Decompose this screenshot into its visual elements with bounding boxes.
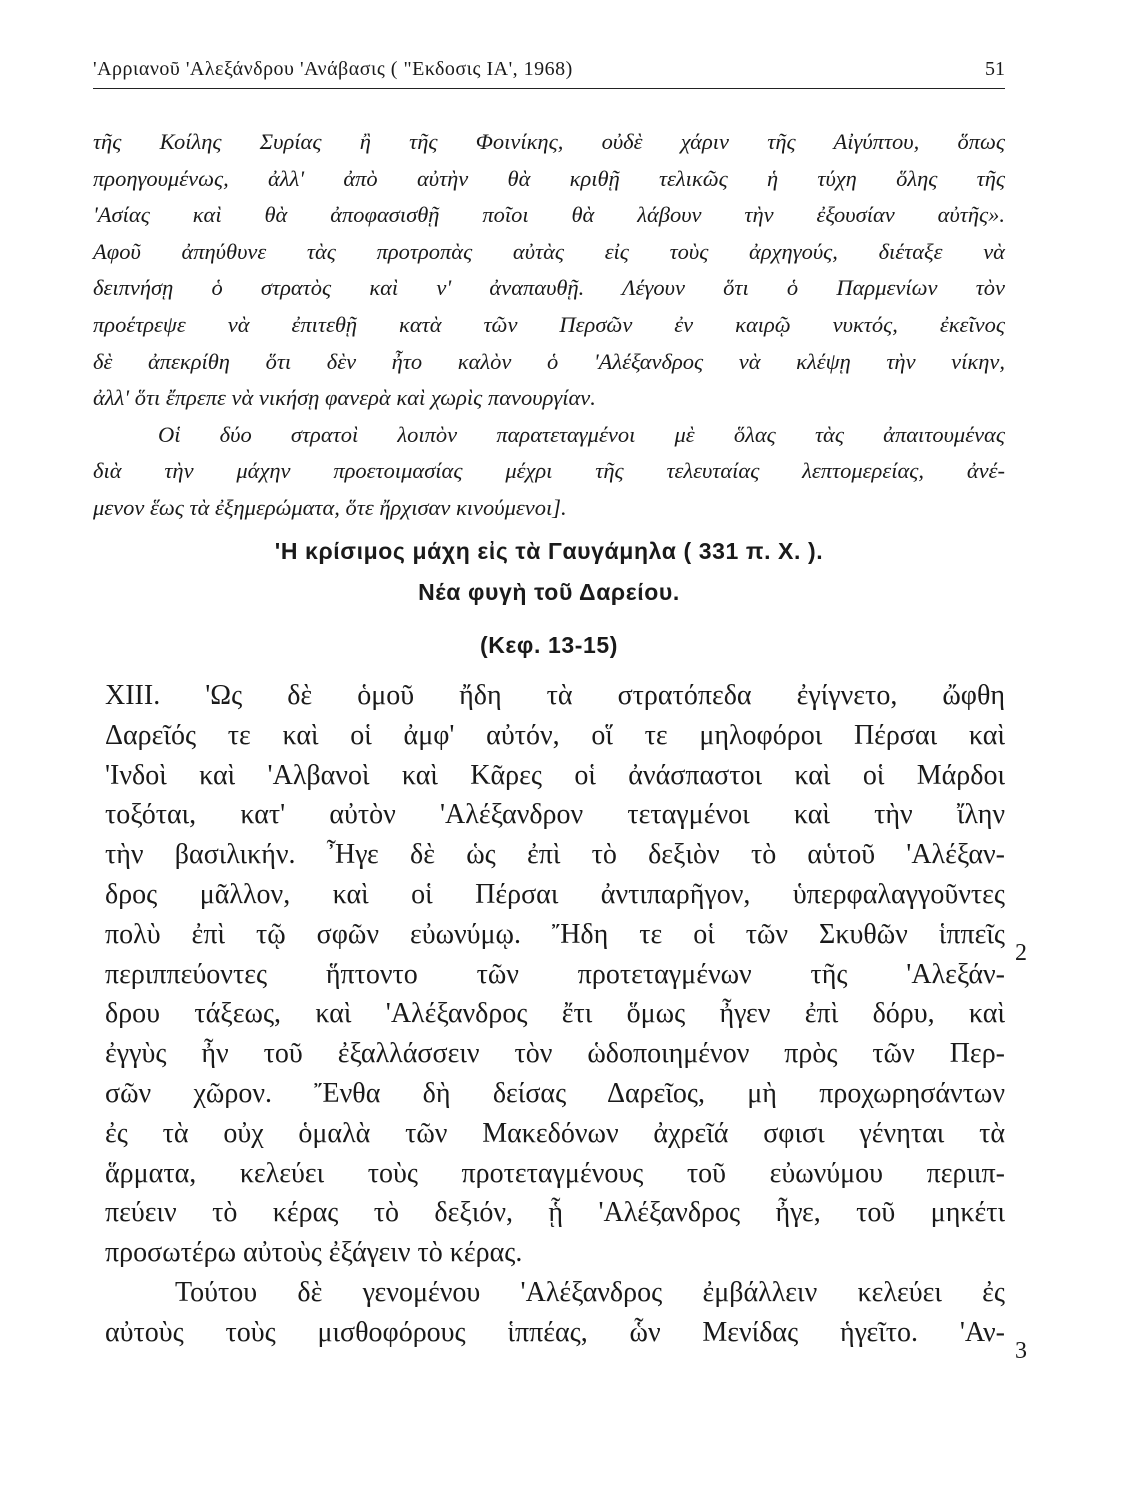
text-line: σῶν χῶρον. Ἔνθα δὴ δείσας Δαρεῖος, μὴ προχωρησάντων <box>105 1077 1005 1109</box>
section-subheading: Νέα φυγὴ τοῦ Δαρείου. <box>418 579 680 605</box>
section-number-3: 3 <box>1015 1338 1027 1364</box>
text-line: δρος μᾶλλον, καὶ οἱ Πέρσαι ἀντιπαρῆγον, ὑπερφαλαγγοῦντες <box>105 878 1005 910</box>
italic-line: διὰ τὴν μάχην προετοιμασίας μέχρι τῆς τελευταίας λεπτομερείας, ἀνέ- <box>93 458 1005 484</box>
text-line: τοξόται, κατ' αὐτὸν 'Αλέξανδρον τεταγμένοι καὶ τὴν ἴλην <box>105 799 1005 831</box>
section-heading: 'Η κρίσιμος μάχη εἰς τὰ Γαυγάμηλα ( 331 π. Χ. ). <box>274 538 824 564</box>
italic-translation-block <box>93 124 1005 527</box>
text-line: περιππεύοντες ἥπτοντο τῶν προτεταγμένων τῆς 'Αλεξάν- <box>105 958 1005 990</box>
running-header <box>93 58 1005 89</box>
italic-line: Οἱ δύο στρατοὶ λοιπὸν παρατεταγμένοι μὲ ὅλας τὰς ἀπαιτουμένας <box>158 421 1005 447</box>
italic-line: 'Ασίας καὶ θὰ ἀποφασισθῇ ποῖοι θὰ λάβουν τὴν ἐξουσίαν αὐτῆς». <box>93 202 1005 228</box>
italic-line: μενον ἕως τὰ ἐξημερώματα, ὅτε ἤρχισαν κινούμενοι]. <box>93 494 567 520</box>
text-line: XIII. 'Ως δὲ ὁμοῦ ἤδη τὰ στρατόπεδα ἐγίγνετο, ὤφθη <box>105 680 1005 711</box>
italic-line: τῆς Κοίλης Συρίας ἢ τῆς Φοινίκης, οὐδὲ χάριν τῆς Αἰγύπτου, ὅπως <box>93 129 1005 154</box>
text-line: Τούτου δὲ γενομένου 'Αλέξανδρος ἐμβάλλειν κελεύει ἐς <box>175 1276 1005 1308</box>
text-line: δρου τάξεως, καὶ 'Αλέξανδρος ἔτι ὅμως ἦγεν ἐπὶ δόρυ, καὶ <box>105 998 1005 1030</box>
text-line: αὐτοὺς τοὺς μισθοφόρους ἱππέας, ὧν Μενίδας ἡγεῖτο. 'Αν- <box>105 1316 1005 1348</box>
page-number: 51 <box>985 58 1005 80</box>
text-line: προσωτέρω αὐτοὺς ἐξάγειν τὸ κέρας. <box>105 1237 523 1269</box>
text-line: τὴν βασιλικήν. Ἦγε δὲ ὡς ἐπὶ τὸ δεξιὸν τὸ αὑτοῦ 'Αλέξαν- <box>105 839 1005 871</box>
text-line: πεύειν τὸ κέρας τὸ δεξιόν, ᾗ 'Αλέξανδρος ἦγε, τοῦ μηκέτι <box>105 1197 1005 1229</box>
text-line: πολὺ ἐπὶ τῷ σφῶν εὐωνύμῳ. Ἤδη τε οἱ τῶν Σκυθῶν ἱππεῖς <box>105 918 1005 950</box>
text-line: ἐς τὰ οὐχ ὁμαλὰ τῶν Μακεδόνων ἀχρεῖά σφισι γένηται τὰ <box>105 1117 1005 1149</box>
italic-line: δὲ ἀπεκρίθη ὅτι δὲν ἦτο καλὸν ὁ 'Αλέξανδρος νὰ κλέψῃ τὴν νίκην, <box>93 348 1005 374</box>
header-title: 'Αρριανοῦ 'Αλεξάνδρου 'Ανάβασις ( "Εκδοσις ΙΑ', 1968) <box>93 58 573 80</box>
italic-line: δειπνήσῃ ὁ στρατὸς καὶ ν' ἀναπαυθῇ. Λέγουν ὅτι ὁ Παρμενίων τὸν <box>93 275 1005 301</box>
text-line: ἐγγὺς ἦν τοῦ ἐξαλλάσσειν τὸν ὡδοποιημένον πρὸς τῶν Περ- <box>105 1038 1005 1070</box>
greek-text-block <box>105 676 1005 1353</box>
section-number-2: 2 <box>1015 940 1027 966</box>
italic-line: προέτρεψε νὰ ἐπιτεθῇ κατὰ τῶν Περσῶν ἐν καιρῷ νυκτός, ἐκεῖνος <box>93 311 1005 337</box>
italic-line: Αφοῦ ἀπηύθυνε τὰς προτροπὰς αὐτὰς εἰς τοὺς ἀρχηγούς, διέταξε νὰ <box>93 238 1005 264</box>
chapter-reference: (Κεφ. 13-15) <box>479 632 619 658</box>
text-line: ἅρματα, κελεύει τοὺς προτεταγμένους τοῦ εὐωνύμου περιιπ- <box>105 1157 1005 1189</box>
text-line: Δαρεῖός τε καὶ οἱ ἀμφ' αὐτόν, οἵ τε μηλοφόροι Πέρσαι καὶ <box>105 719 1005 751</box>
italic-line: προηγουμένως, ἀλλ' ἀπὸ αὐτὴν θὰ κριθῇ τελικῶς ἡ τύχη ὅλης τῆς <box>93 165 1005 191</box>
italic-line: ἀλλ' ὅτι ἔπρεπε νὰ νικήσῃ φανερὰ καὶ χωρὶς πανουργίαν. <box>93 385 596 411</box>
text-line: 'Ινδοὶ καὶ 'Αλβανοὶ καὶ Κᾶρες οἱ ἀνάσπαστοι καὶ οἱ Μάρδοι <box>105 759 1005 791</box>
